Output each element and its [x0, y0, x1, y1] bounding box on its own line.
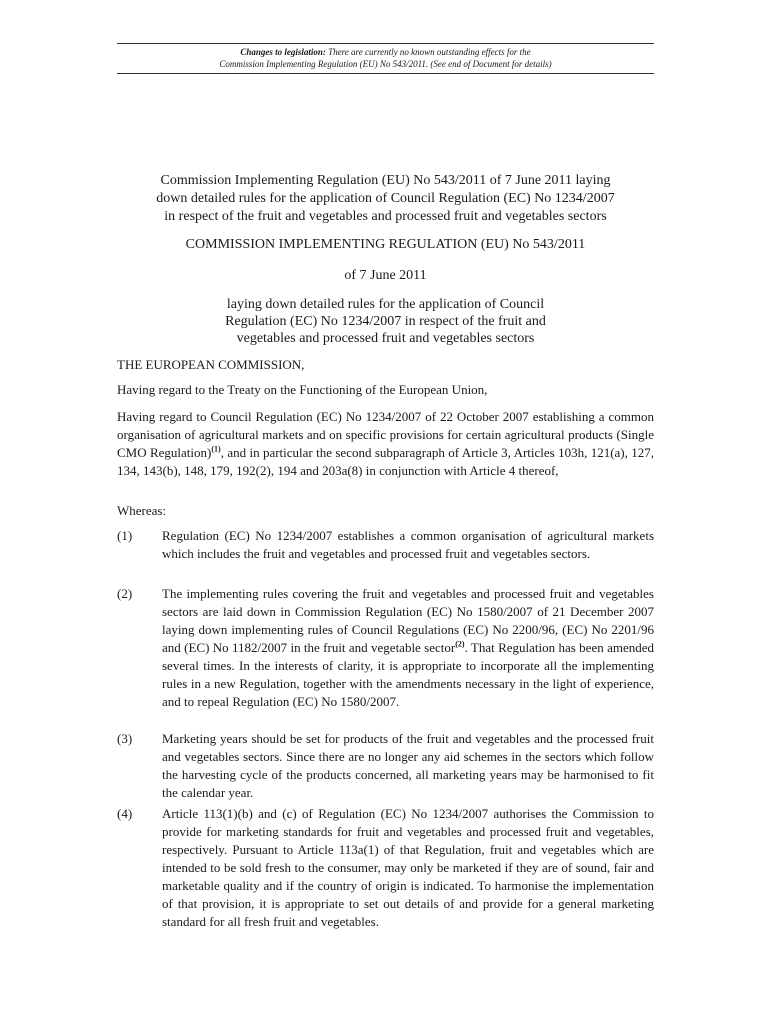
recital-number: (4)	[117, 806, 133, 821]
recital-text-part: . That Regulation has been amended several times. In the interests of clarity, it is appropriate to incorporate all the implementing rules in a new Regulation, together with the amendments necessary in the light of experience, and to repeal Regulation (EC) No 1580/2007.	[162, 640, 655, 709]
subtitle-line: vegetables and processed fruit and vegetables sectors	[236, 331, 535, 346]
recital-number: (1)	[117, 528, 133, 543]
recital-text: Regulation (EC) No 1234/2007 establishes a common organisation of agricultural markets which includes the fruit and vegetables and processed fruit and vegetables sectors.	[162, 528, 654, 561]
regulation-date: of 7 June 2011	[344, 268, 427, 283]
regard-council-text-2: , and in particular the second subparagraph of Article 3, Articles 103h, 121(a), 127, 134, 143(b), 148, 179, 192(2), 194 and 203a(8) in conjunction with Article 4 thereof,	[117, 445, 655, 478]
regulation-subtitle	[117, 296, 654, 347]
regard-council	[117, 408, 654, 480]
recital-number: (3)	[117, 731, 133, 746]
regard-council-text: Having regard to Council Regulation (EC) No 1234/2007 of 22 October 2007 establishing a common organisation of agricultural markets and on specific provisions for certain agricultural products (Single CMO Regulation)	[117, 409, 654, 460]
title-line: down detailed rules for the application of Council Regulation (EC) No 1234/2007	[156, 191, 615, 206]
changes-banner	[117, 43, 654, 74]
commission-line: THE EUROPEAN COMMISSION,	[117, 357, 305, 372]
subtitle-line: laying down detailed rules for the application of Council	[226, 297, 545, 312]
banner-label: Changes to legislation:	[240, 47, 326, 57]
banner-line-1	[117, 46, 654, 58]
recital-text: Article 113(1)(b) and (c) of Regulation (EC) No 1234/2007 authorises the Commission to provide for marketing standards for fruit and vegetables and processed fruit and vegetables, respectively. Pursuant to Article 113a(1) of that Regulation, fruit and vegetables which are intended to be sold fresh to the consumer, may only be marketed if they are of sound, fair and marketable quality and if the country of origin is indicated. To harmonise the implementation of that provision, it is appropriate to set out details of and provide for a general marketing standard for all fresh fruit and vegetables.	[162, 806, 654, 929]
title-line: in respect of the fruit and vegetables and processed fruit and vegetables sectors	[164, 209, 607, 224]
recital-text: Marketing years should be set for products of the fruit and vegetables and the processed fruit and vegetables sectors. Since there are no longer any aid schemes in the sectors which follow the harvesting cycle of the products concerned, all marketing years may be harmonised to fit the calendar year.	[162, 731, 654, 800]
regard-treaty: Having regard to the Treaty on the Functioning of the European Union,	[117, 382, 488, 397]
whereas-label: Whereas:	[117, 503, 167, 518]
recital-text	[162, 585, 654, 711]
banner-text-1: There are currently no known outstanding effects for the	[328, 47, 531, 57]
footnote-link-2[interactable]: (2)	[455, 639, 465, 649]
recital-text-part: The implementing rules covering the fruit and vegetables and processed fruit and vegetables sectors are laid down in Commission Regulation (EC) No 1580/2007 of 21 December 2007 laying down implementing rules of Council Regulations (EC) No 2200/96, (EC) No 2201/96 and (EC) No 1182/2007 in the fruit and vegetable sector	[162, 586, 654, 655]
footnote-link-1[interactable]: (1)	[211, 444, 221, 454]
title-line: Commission Implementing Regulation (EU) No 543/2011 of 7 June 2011 laying	[160, 173, 611, 188]
recital-number: (2)	[117, 586, 133, 601]
subtitle-line: Regulation (EC) No 1234/2007 in respect of the fruit and	[225, 314, 546, 329]
banner-text-2: Commission Implementing Regulation (EU) No 543/2011. (See end of Document for details)	[219, 59, 552, 69]
document-title	[117, 172, 654, 226]
regulation-heading: COMMISSION IMPLEMENTING REGULATION (EU) No 543/2011	[185, 237, 586, 252]
